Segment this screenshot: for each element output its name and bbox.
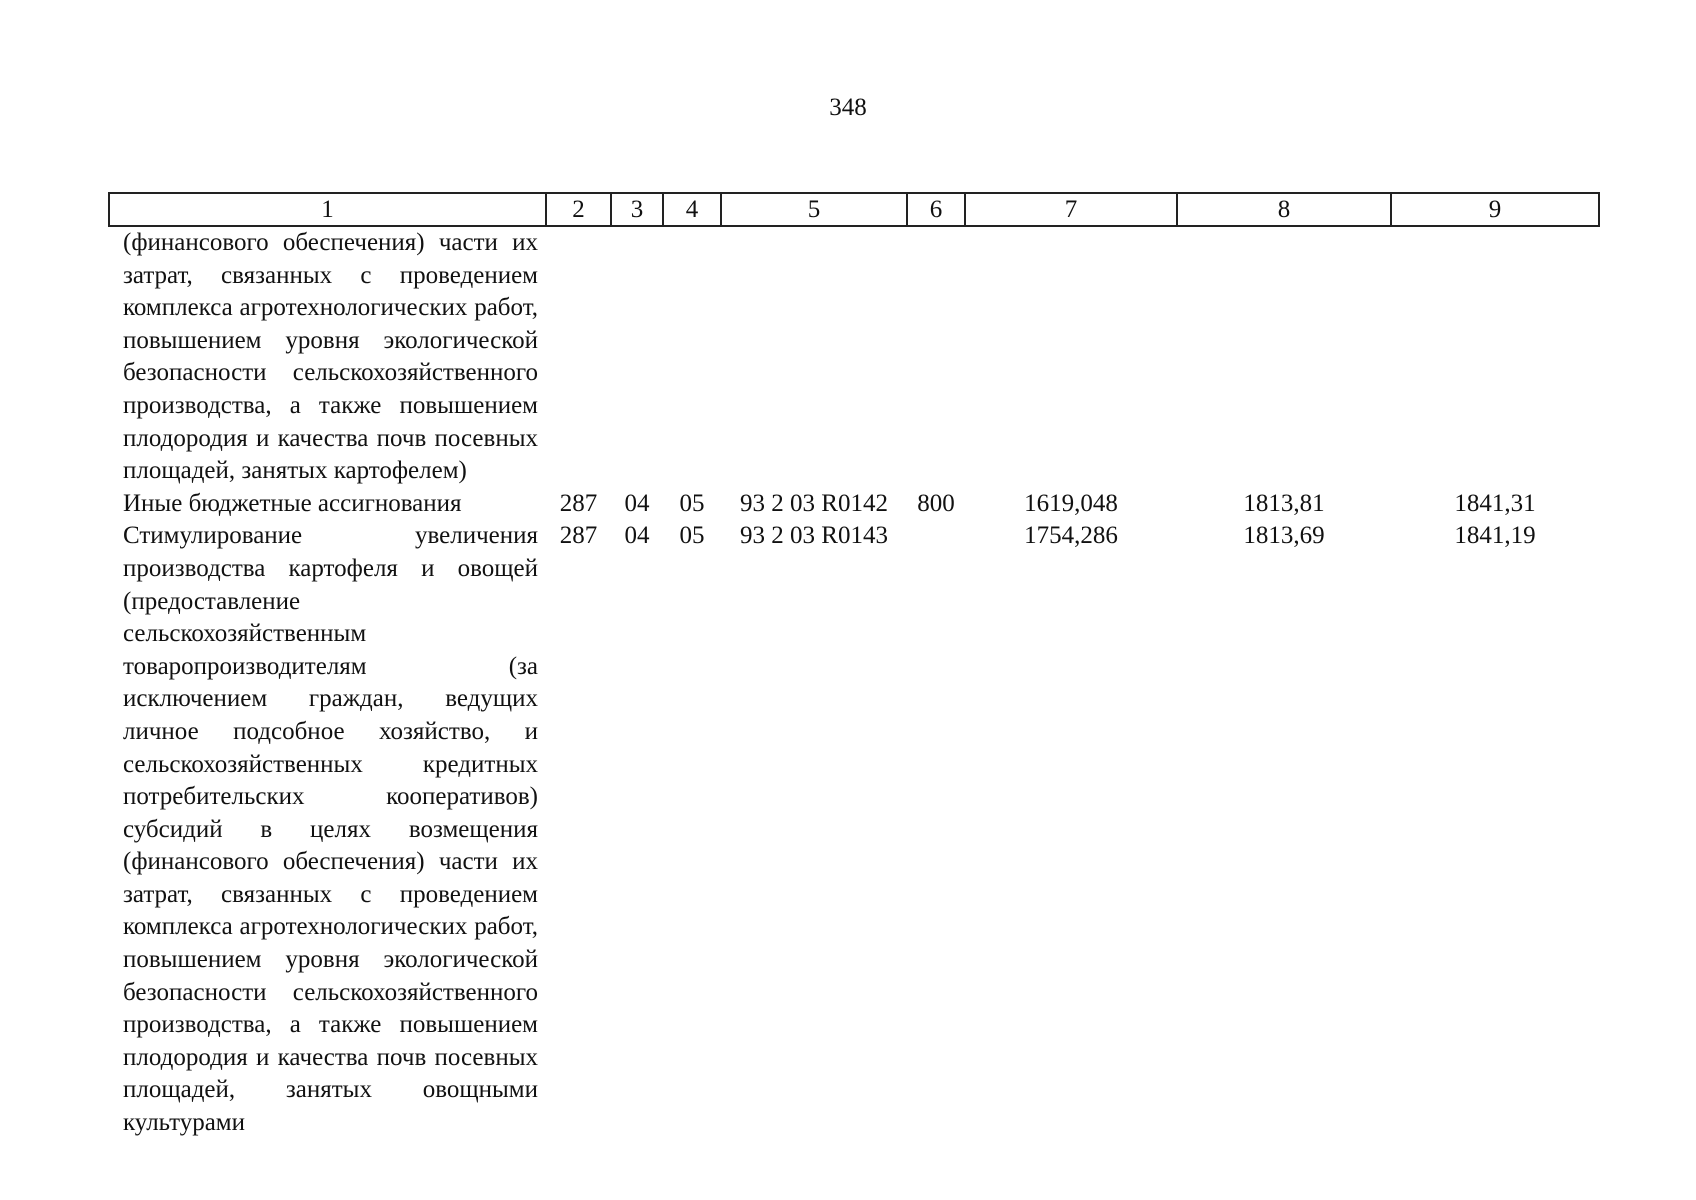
row-cell-3: 04 (624, 522, 650, 550)
header-row (109, 193, 1599, 226)
row-cell-4: 05 (679, 489, 705, 517)
header-col-3: 3 (611, 193, 663, 226)
table-body (109, 226, 1599, 1140)
row-cell-2: 287 (559, 489, 598, 517)
row-cell-6 (907, 226, 965, 488)
row-cell-6: 800 (917, 489, 955, 517)
row-cell-9 (1391, 226, 1599, 488)
row-description: Стимулирование увеличения производства картофеля и овощей (предоставление сельскохозяйственным товаропроизводителям (за исключением граждан, ведущих личное подсобное хозяйство, и сельскохозяйственных кредитных потребительских кооперативов) субсидий в целях возмещения (финансового обеспечения) части их затрат, связанных с проведением комплекса агротехнологических работ, повышением уровня экологической безопасности сельскохозяйственного производства, а также повышением плодородия и качества почв посевных площадей, занятых овощными культурами (123, 522, 538, 1137)
budget-table (108, 192, 1600, 1140)
header-col-1: 1 (109, 193, 546, 226)
row-cell-8: 1813,81 (1243, 489, 1325, 517)
row-cell-6 (907, 520, 965, 1139)
table-row (109, 226, 1599, 488)
row-cell-5: 93 2 03 R0143 (740, 522, 888, 550)
table-row (109, 488, 1599, 521)
page-number: 348 (829, 94, 867, 121)
row-cell-8 (1177, 226, 1391, 488)
row-cell-7: 1619,048 (1024, 489, 1118, 517)
row-cell-3 (611, 226, 663, 488)
row-cell-7 (965, 226, 1177, 488)
header-col-2: 2 (546, 193, 611, 226)
header-col-7: 7 (965, 193, 1177, 226)
row-cell-2: 287 (559, 522, 598, 550)
row-cell-8: 1813,69 (1243, 522, 1325, 550)
header-col-5: 5 (721, 193, 907, 226)
header-col-6: 6 (907, 193, 965, 226)
row-cell-4 (663, 226, 721, 488)
row-cell-7: 1754,286 (1024, 522, 1118, 550)
row-cell-2 (546, 226, 611, 488)
header-col-9: 9 (1391, 193, 1599, 226)
row-description: (финансового обеспечения) части их затрат, связанных с проведением комплекса агротехнологических работ, повышением уровня экологической безопасности сельскохозяйственного производства, а также повышением плодородия и качества почв посевных площадей, занятых картофелем) (123, 229, 538, 485)
row-cell-9: 1841,19 (1454, 522, 1536, 550)
row-cell-9: 1841,31 (1454, 489, 1536, 517)
table-row (109, 520, 1599, 1139)
header-col-4: 4 (663, 193, 721, 226)
row-cell-4: 05 (679, 522, 705, 550)
table-header (109, 193, 1599, 226)
row-cell-5 (721, 226, 907, 488)
row-cell-3: 04 (624, 489, 650, 517)
row-description: Иные бюджетные ассигнования (123, 489, 462, 517)
row-cell-5: 93 2 03 R0142 (740, 489, 888, 517)
header-col-8: 8 (1177, 193, 1391, 226)
